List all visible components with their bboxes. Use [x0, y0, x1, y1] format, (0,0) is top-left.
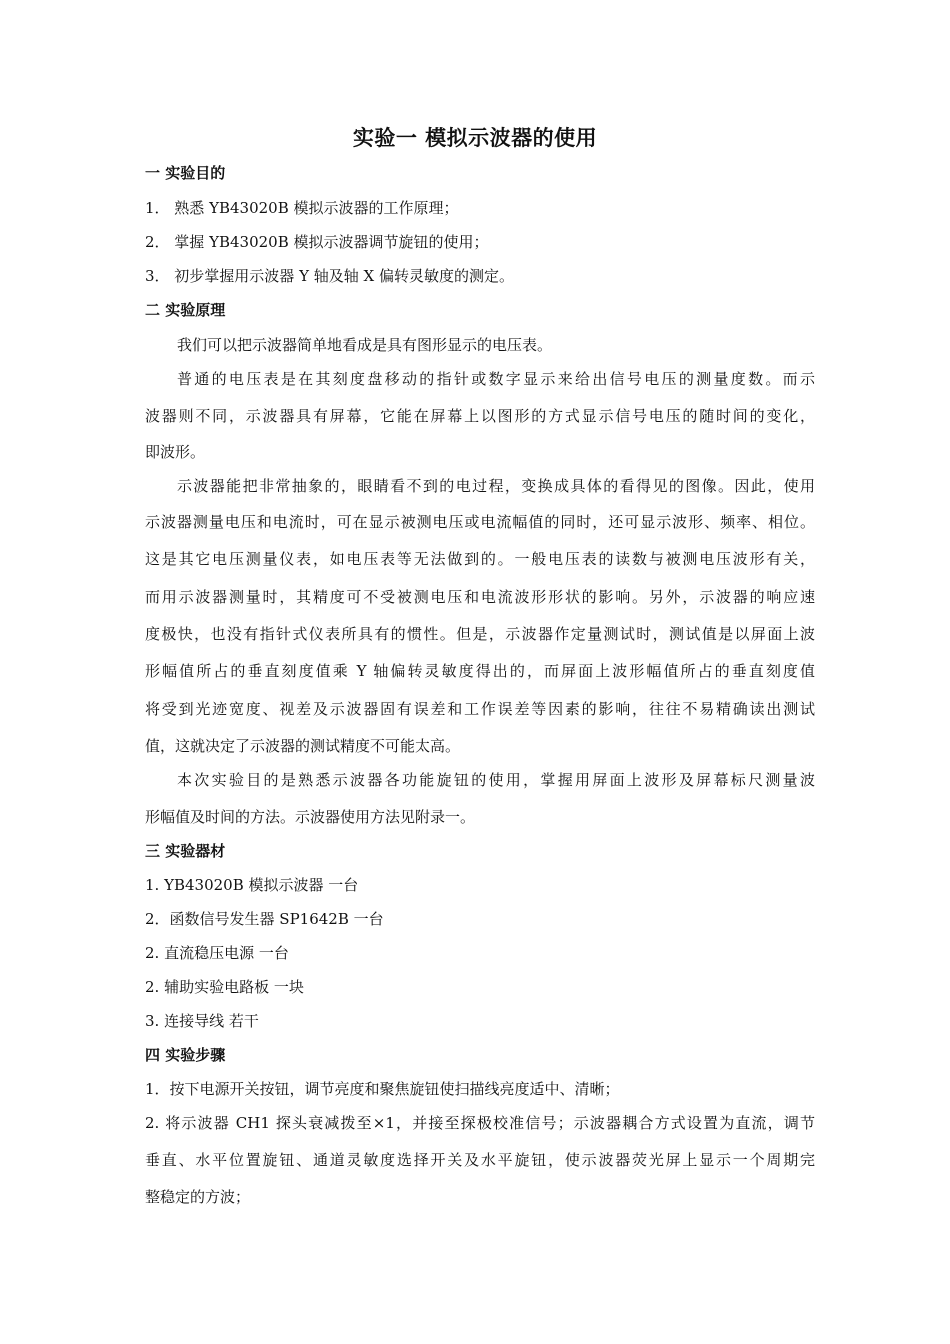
paragraph-line: 普通的电压表是在其刻度盘移动的指针或数字显示来给出信号电压的测量度数。而示	[177, 370, 815, 388]
step-line: 1．按下电源开关按钮，调节亮度和聚焦旋钮使扫描线亮度适中、清晰；	[145, 1080, 620, 1098]
section-heading-purpose: 一 实验目的	[145, 164, 226, 182]
step-line: 整稳定的方波；	[145, 1188, 251, 1206]
equipment-item: 3. 连接导线 若干	[145, 1012, 259, 1030]
paragraph-line: 示波器测量电压和电流时，可在显示被测电压或电流幅值的同时，还可显示波形、频率、相位。	[145, 513, 815, 531]
paragraph-line: 示波器能把非常抽象的，眼睛看不到的电过程，变换成具体的看得见的图像。因此，使用	[177, 477, 815, 495]
paragraph-line: 形幅值所占的垂直刻度值乘 Y 轴偏转灵敏度得出的，而屏面上波形幅值所占的垂直刻度值	[145, 662, 815, 680]
purpose-item: 1． 熟悉 YB43020B 模拟示波器的工作原理；	[145, 199, 459, 217]
paragraph-line: 度极快，也没有指针式仪表所具有的惯性。但是，示波器作定量测试时，测试值是以屏面上波	[145, 625, 815, 643]
step-line: 2. 将示波器 CH1 探头衰减拨至×1，并接至探极校准信号；示波器耦合方式设置为直流，调节	[145, 1114, 815, 1132]
purpose-item: 3． 初步掌握用示波器 Y 轴及轴 X 偏转灵敏度的测定。	[145, 267, 514, 285]
equipment-item: 1. YB43020B 模拟示波器 一台	[145, 876, 359, 894]
paragraph-line: 将受到光迹宽度、视差及示波器固有误差和工作误差等因素的影响，往往不易精确读出测试	[145, 700, 815, 718]
paragraph-line: 本次实验目的是熟悉示波器各功能旋钮的使用，掌握用屏面上波形及屏幕标尺测量波	[177, 771, 815, 789]
equipment-item: 2．函数信号发生器 SP1642B 一台	[145, 910, 384, 928]
paragraph-line: 即波形。	[145, 443, 206, 461]
paragraph-line: 而用示波器测量时，其精度可不受被测电压和电流波形形状的影响。另外，示波器的响应速	[145, 588, 815, 606]
step-line: 垂直、水平位置旋钮、通道灵敏度选择开关及水平旋钮，使示波器荧光屏上显示一个周期完	[145, 1151, 815, 1169]
section-heading-principle: 二 实验原理	[145, 301, 226, 319]
equipment-item: 2. 辅助实验电路板 一块	[145, 978, 304, 996]
section-heading-equipment: 三 实验器材	[145, 842, 226, 860]
section-heading-steps: 四 实验步骤	[145, 1046, 226, 1064]
paragraph-line: 形幅值及时间的方法。示波器使用方法见附录一。	[145, 808, 476, 826]
document-title: 实验一 模拟示波器的使用	[352, 126, 598, 150]
purpose-item: 2． 掌握 YB43020B 模拟示波器调节旋钮的使用；	[145, 233, 489, 251]
equipment-item: 2. 直流稳压电源 一台	[145, 944, 289, 962]
paragraph-line: 值，这就决定了示波器的测试精度不可能太高。	[145, 737, 461, 755]
paragraph-line: 这是其它电压测量仪表，如电压表等无法做到的。一般电压表的读数与被测电压波形有关，	[145, 550, 815, 568]
paragraph-line: 波器则不同，示波器具有屏幕，它能在屏幕上以图形的方式显示信号电压的随时间的变化，	[145, 407, 815, 425]
paragraph-line: 我们可以把示波器简单地看成是具有图形显示的电压表。	[177, 336, 553, 354]
